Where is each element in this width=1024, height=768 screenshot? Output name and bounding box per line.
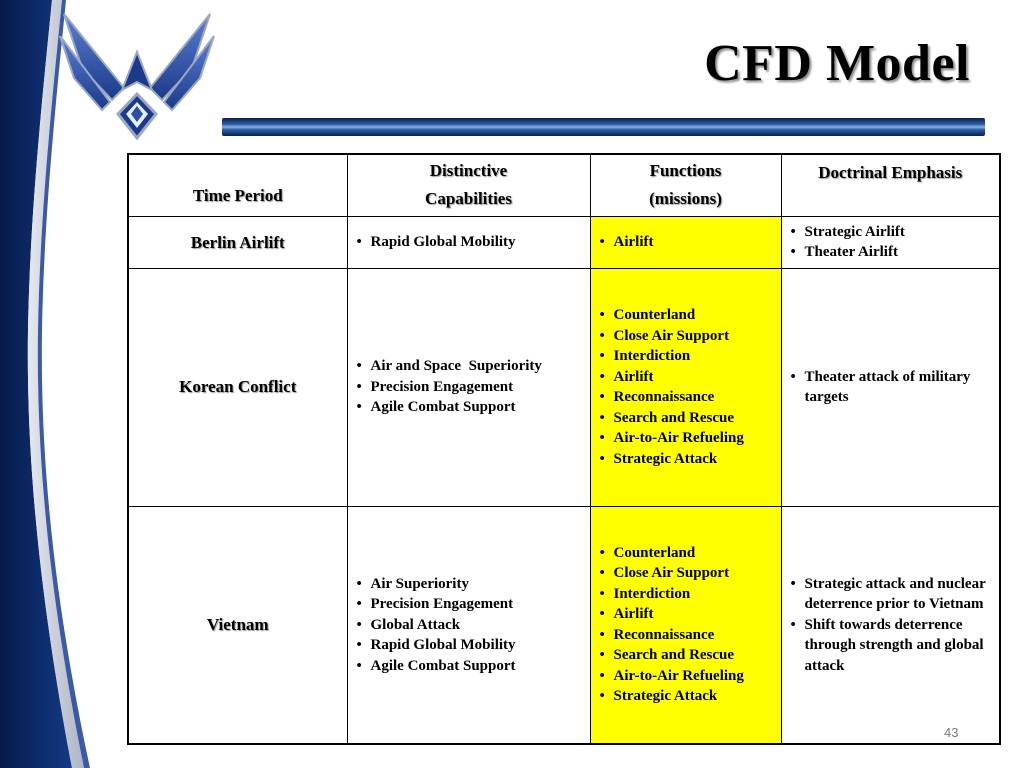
list-item: • Precision Engagement	[357, 377, 589, 398]
list-item: • Global Attack	[357, 615, 589, 636]
cfd-model-table	[127, 153, 1001, 745]
list-item: • Agile Combat Support	[357, 397, 589, 418]
list-item: • Reconnaissance	[600, 625, 780, 646]
capabilities-cell	[347, 506, 590, 744]
list-item: • Close Air Support	[600, 326, 780, 347]
list-item: • Close Air Support	[600, 563, 780, 584]
header-capabilities-line2: Capabilities	[425, 189, 512, 209]
capabilities-cell	[347, 216, 590, 268]
list-item: • Strategic Attack	[600, 686, 780, 707]
list-item: • Search and Rescue	[600, 645, 780, 666]
functions-cell	[590, 216, 781, 268]
list-item: • Strategic Airlift	[791, 222, 999, 243]
header-time-period	[128, 154, 347, 216]
capabilities-list	[349, 232, 589, 253]
list-item: • Precision Engagement	[357, 594, 589, 615]
doctrinal-list	[783, 222, 999, 263]
doctrinal-list	[783, 574, 999, 677]
list-item: • Air and Space Superiority	[357, 356, 589, 377]
header-functions-line1: Functions	[649, 161, 722, 181]
list-item: • Counterland	[600, 543, 780, 564]
list-item: • Rapid Global Mobility	[357, 635, 589, 656]
table-row	[128, 268, 1000, 506]
list-item: • Strategic attack and nuclear deterrence prior to Vietnam	[791, 574, 999, 615]
list-item: • Interdiction	[600, 346, 780, 367]
header-distinctive-capabilities	[347, 154, 590, 216]
header-doctrinal-emphasis	[781, 154, 1000, 216]
capabilities-list	[349, 574, 589, 677]
slide-title: CFD Model	[704, 35, 970, 92]
table-row	[128, 506, 1000, 744]
list-item: • Theater attack of military targets	[791, 367, 999, 408]
page-number: 43	[944, 725, 959, 740]
list-item: • Airlift	[600, 232, 780, 253]
header-functions-line2: (missions)	[649, 189, 722, 209]
functions-cell	[590, 268, 781, 506]
row-period-label: Korean Conflict	[179, 377, 297, 396]
list-item: • Interdiction	[600, 584, 780, 605]
header-time-period-label: Time Period	[192, 185, 283, 205]
header-capabilities-line1: Distinctive	[429, 161, 508, 181]
list-item: • Counterland	[600, 305, 780, 326]
title-underline-bar	[222, 118, 985, 136]
capabilities-list	[349, 356, 589, 418]
list-item: • Shift towards deterrence through strength and global attack	[791, 615, 999, 677]
list-item: • Airlift	[600, 604, 780, 625]
row-header-korean-conflict	[128, 268, 347, 506]
list-item: • Air Superiority	[357, 574, 589, 595]
functions-list	[592, 232, 780, 253]
list-item: • Agile Combat Support	[357, 656, 589, 677]
air-force-wings-logo-icon	[52, 2, 222, 152]
capabilities-cell	[347, 268, 590, 506]
doctrinal-cell	[781, 216, 1000, 268]
list-item: • Air-to-Air Refueling	[600, 428, 780, 449]
functions-list	[592, 543, 780, 707]
row-header-berlin-airlift	[128, 216, 347, 268]
doctrinal-cell	[781, 268, 1000, 506]
list-item: • Air-to-Air Refueling	[600, 666, 780, 687]
doctrinal-list	[783, 367, 999, 408]
list-item: • Strategic Attack	[600, 449, 780, 470]
list-item: • Rapid Global Mobility	[357, 232, 589, 253]
doctrinal-cell	[781, 506, 1000, 744]
table-row	[128, 216, 1000, 268]
header-doctrinal-label: Doctrinal Emphasis	[818, 163, 963, 182]
list-item: • Theater Airlift	[791, 242, 999, 263]
header-row	[128, 154, 1000, 216]
row-period-label: Vietnam	[206, 614, 269, 634]
functions-list	[592, 305, 780, 469]
list-item: • Airlift	[600, 367, 780, 388]
row-header-vietnam	[128, 506, 347, 744]
list-item: • Search and Rescue	[600, 408, 780, 429]
row-period-label: Berlin Airlift	[190, 232, 285, 252]
list-item: • Reconnaissance	[600, 387, 780, 408]
header-functions	[590, 154, 781, 216]
functions-cell	[590, 506, 781, 744]
